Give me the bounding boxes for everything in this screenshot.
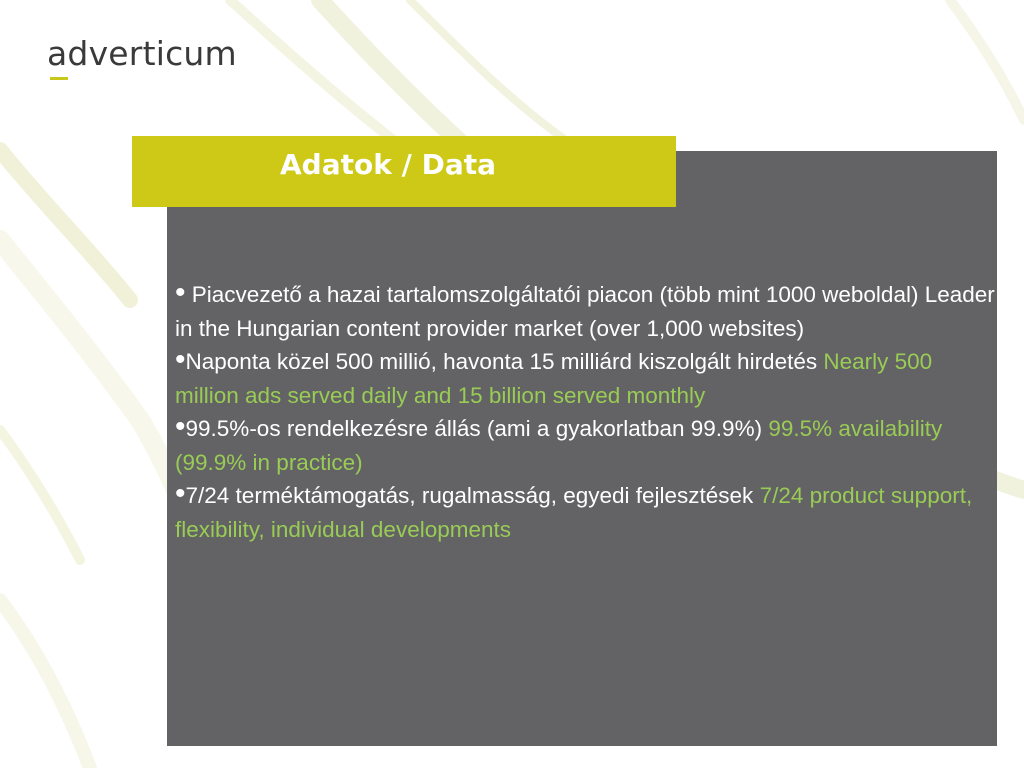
bullet-item [175,345,995,412]
bullet-dot-icon: • [175,477,186,510]
bullet-text-hu: 99.5%-os rendelkezésre állás (ami a gyakorlatban 99.9%) [185,416,763,441]
bullet-text-hu: 7/24 terméktámogatás, rugalmasság, egyedi fejlesztések [185,483,754,508]
bullet-text-en: 7/24 product support, flexibility, individual developments [175,483,973,542]
bullet-item [175,412,995,479]
bullet-dot-icon: • [175,276,186,309]
logo-accent-underline [50,77,68,80]
bullet-dot-icon: • [175,410,186,443]
slide-title: Adatok / Data [280,148,496,181]
bullet-text-en: Nearly 500 million ads served daily and 15 billion served monthly [175,349,933,408]
bullet-list [175,278,995,546]
bullet-item [175,479,995,546]
bullet-item [175,278,995,345]
bullet-dot-icon: • [175,343,186,376]
title-bar [132,136,676,207]
bullet-text-en: 99.5% availability (99.9% in practice) [175,416,943,475]
bullet-text-hu: Naponta közel 500 millió, havonta 15 milliárd kiszolgált hirdetés [185,349,818,374]
adverticum-logo: adverticum [47,34,237,73]
bullet-text-hu: Piacvezető a hazai tartalomszolgáltatói piacon (több mint 1000 weboldal) Leader in the Hungarian content provider market (over 1,000 websites) [175,282,995,341]
